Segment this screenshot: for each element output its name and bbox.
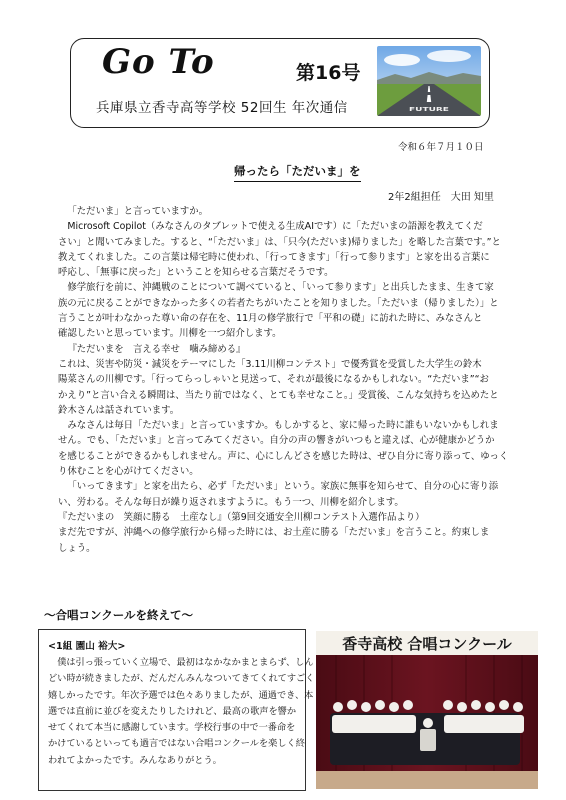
chorus-line: せてくれて本当に感謝しています。学校行事の中で一番命を	[48, 722, 296, 734]
chorus-line: 嬉しかったです。年次予選では色々ありましたが、通過でき、本	[48, 689, 314, 701]
chorus-author: <1組 園山 裕大>	[48, 641, 126, 652]
road-text: FUTURE	[409, 105, 449, 113]
article-line: 鈴木さんは話されています。	[58, 404, 180, 416]
article-author: 2年2組担任 大田 知里	[388, 192, 494, 203]
article-line: かえり”と言い合える瞬間は、当たり前ではなく、とても幸せなこと。」受賞後、こんな気持ちを込めたと	[58, 389, 499, 401]
road-image	[377, 46, 481, 116]
article-line: まだ先ですが、沖縄への修学旅行から帰った時には、お土産に勝る「ただいま」を言うこと。約束しま	[58, 527, 490, 539]
chorus-body	[48, 655, 315, 769]
article-line: さい」と聞いてみました。すると、“「ただいま」は、「只今(ただいま)帰りました」を略した言葉です。”と	[58, 236, 501, 248]
article-line: 確認したいと思っています。川柳を一つ紹介します。	[58, 328, 282, 340]
chorus-line: 選では直前に並びを変えたりしたけれど、最高の歌声を響か	[48, 705, 297, 717]
article-line: 陽菜さんの川柳です。「行ってらっしゃいと見送って、それが最後になるかもしれない。“ただいま”“お	[58, 374, 489, 386]
article-line: 呼応し、「無事に戻った」ということを知らせる言葉だそうです。	[58, 267, 334, 279]
chorus-line: かけているといっても過言ではない合唱コンクールを楽しく終	[48, 738, 305, 750]
article-line: 「いってきます」と家を出たら、必ず「ただいま」という。家族に無事を知らせて、自分の心に寄り添	[67, 481, 499, 493]
senryu-line: 『ただいまの 笑顔に勝る 土産なし』（第9回交通安全川柳コンテスト入選作品より）	[58, 511, 425, 523]
article-line: い、労わる。そんな毎日が繰り返されますように。もう一つ、川柳を紹介します。	[58, 496, 404, 508]
article-title: 帰ったら「ただいま」を	[234, 164, 361, 178]
article-line: せん。でも、「ただいま」と言ってみてください。自分の声の響きがいつもと違えば、心が健康かどうか	[58, 435, 495, 447]
article-body	[58, 204, 510, 556]
article-line: 修学旅行を前に、沖縄戦のことについて調べていると、「いって参ります」と出兵したまま、生きて家	[67, 282, 494, 294]
chorus-line: どい時が続きましたが、だんだんみんなついてきてくれてすごく	[48, 673, 315, 685]
article-line: り休むことを心がけてください。	[58, 466, 199, 478]
article-line: これは、災害や防災・減災をテーマにした「3.11川柳コンテスト」で優秀賞を受賞した大学生の鈴木	[58, 358, 482, 370]
chorus-line: われてよかったです。みんなありがとう。	[48, 754, 222, 766]
chorus-heading: ～合唱コンクールを終えて～	[44, 608, 194, 622]
article-line: みなさんは毎日「ただいま」と言っていますか。もしかすると、家に帰った時に誰もいないかもしれま	[67, 420, 499, 432]
article-line: 教えてくれました。この言葉は帰宅時に使われ、「行ってきます」「行って参ります」と家を出る言葉に	[58, 251, 490, 263]
chorus-photo	[316, 631, 538, 789]
senryu-line: 『ただいまを 言える幸せ 噛み締める』	[67, 343, 246, 355]
newsletter-title: Go To	[102, 42, 215, 82]
article-line: しょう。	[58, 542, 96, 554]
article-line: Microsoft Copilot（みなさんのタブレットで使える生成AIです）に「ただいまの語源を教えてくだ	[67, 221, 483, 233]
article-line: 言うことが叶わなかった尊い命の存在を、11月の修学旅行で「平和の礎」に訪れた時に、みなさんと	[58, 313, 483, 325]
article-line: 「ただいま」と言っていますか。	[67, 206, 209, 217]
article-line: 族の元に戻ることができなかった多くの若者たちがいたことを知りました。「ただいま（帰りました）」と	[58, 297, 499, 309]
issue-number: 第16号	[296, 62, 361, 84]
chorus-line: 僕は引っ張っていく立場で、最初はなかなかまとまらず、しん	[57, 657, 314, 668]
article-line: を感じることができるかもしれません。声に、心にしんどさを感じた時は、ぜひ自分に寄り添って、ゆっく	[58, 450, 509, 462]
issue-date: 令和６年７月１０日	[398, 142, 484, 153]
banner-text: 香寺高校 合唱コンクール	[342, 635, 512, 653]
school-name: 兵庫県立香寺高等学校 52回生 年次通信	[96, 100, 348, 116]
